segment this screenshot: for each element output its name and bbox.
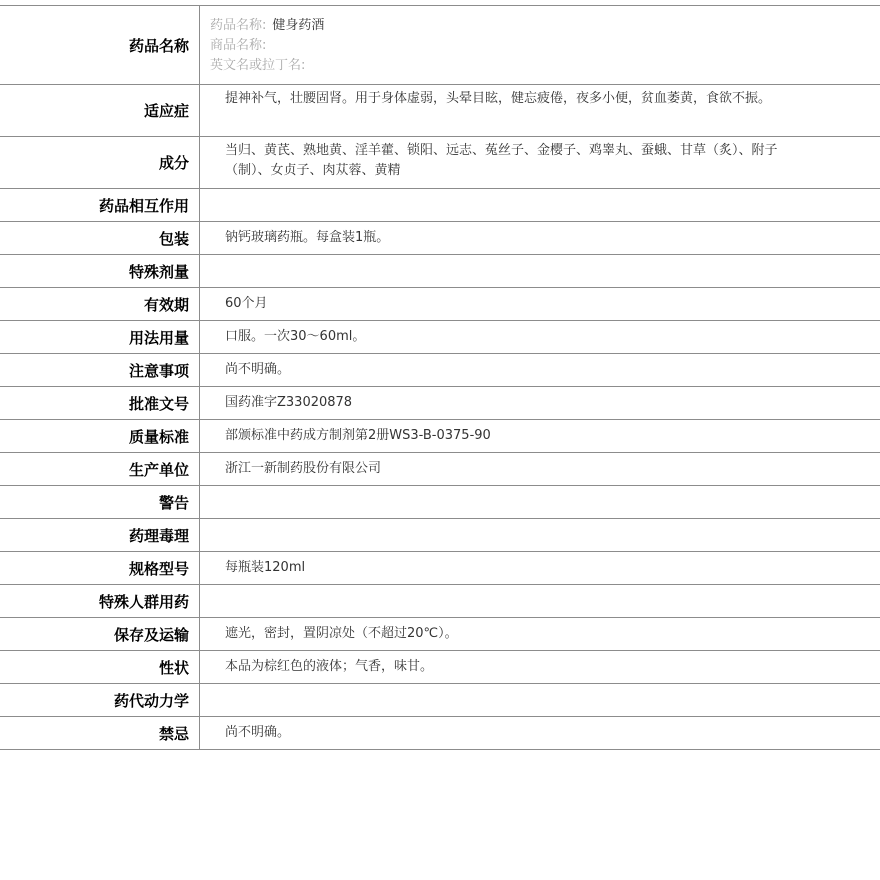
row-manufacturer [0,453,880,486]
row-label: 药代动力学 [0,684,200,716]
row-value: 尚不明确。 [225,362,291,377]
row-value: 每瓶装120ml [225,560,306,575]
row-usage [0,321,880,354]
drug-info-table [0,5,880,750]
row-value: 60个月 [225,296,268,311]
row-quality-standard [0,420,880,453]
row-value: 钠钙玻璃药瓶。每盒装1瓶。 [225,230,390,245]
row-value: 本品为棕红色的液体；气香，味甘。 [225,659,434,674]
row-indications [0,85,880,137]
row-label: 批准文号 [0,387,200,419]
row-value: 浙江一新制药股份有限公司 [225,461,382,476]
drug-name-line [210,16,880,36]
row-label: 用法用量 [0,321,200,353]
row-precautions [0,354,880,387]
row-description [0,651,880,684]
row-value: 口服。一次30～60ml。 [225,329,366,344]
row-label: 警告 [0,486,200,518]
row-label: 生产单位 [0,453,200,485]
row-label: 有效期 [0,288,200,320]
trade-name-key: 商品名称: [210,38,267,53]
row-shelf-life [0,288,880,321]
trade-name-line [210,36,880,56]
drug-name-value: 健身药酒 [272,18,325,33]
row-value [200,585,880,617]
row-contraindications [0,717,880,750]
row-value: 尚不明确。 [225,725,291,740]
row-value [200,486,880,518]
row-storage [0,618,880,651]
row-label: 成分 [0,137,200,188]
row-warning [0,486,880,519]
row-value [200,519,880,551]
row-drug-name [0,6,880,85]
row-label: 药理毒理 [0,519,200,551]
row-label: 性状 [0,651,200,683]
row-value: 提神补气，壮腰固肾。用于身体虚弱，头晕目眩，健忘疲倦，夜多小便，贫血萎黄，食欲不振。 [225,91,772,106]
row-label: 药品相互作用 [0,189,200,221]
row-label: 保存及运输 [0,618,200,650]
row-label: 禁忌 [0,717,200,749]
row-label: 药品名称 [0,6,200,84]
english-name-key: 英文名或拉丁名: [210,58,306,73]
row-value [200,684,880,716]
row-approval-number [0,387,880,420]
row-value: 部颁标准中药成方制剂第2册WS3-B-0375-90 [225,428,491,443]
row-value [200,189,880,221]
row-label: 特殊人群用药 [0,585,200,617]
row-special-dosage [0,255,880,288]
row-pharmacology [0,519,880,552]
row-value: 当归、黄芪、熟地黄、淫羊藿、锁阳、远志、菟丝子、金樱子、鸡睾丸、蚕蛾、甘草（炙）、附子（制）、女贞子、肉苁蓉、黄精 [225,143,778,178]
row-special-populations [0,585,880,618]
row-ingredients [0,137,880,189]
drug-names-cell [200,6,880,84]
row-specification [0,552,880,585]
row-label: 注意事项 [0,354,200,386]
english-name-line [210,56,880,76]
row-label: 包装 [0,222,200,254]
row-interactions [0,189,880,222]
row-label: 规格型号 [0,552,200,584]
row-label: 适应症 [0,85,200,136]
row-value: 遮光，密封，置阴凉处（不超过20℃）。 [225,626,458,641]
row-value [200,255,880,287]
row-packaging [0,222,880,255]
row-label: 特殊剂量 [0,255,200,287]
row-pharmacokinetics [0,684,880,717]
row-value: 国药准字Z33020878 [225,395,353,410]
drug-name-key: 药品名称: [210,18,267,33]
row-label: 质量标准 [0,420,200,452]
